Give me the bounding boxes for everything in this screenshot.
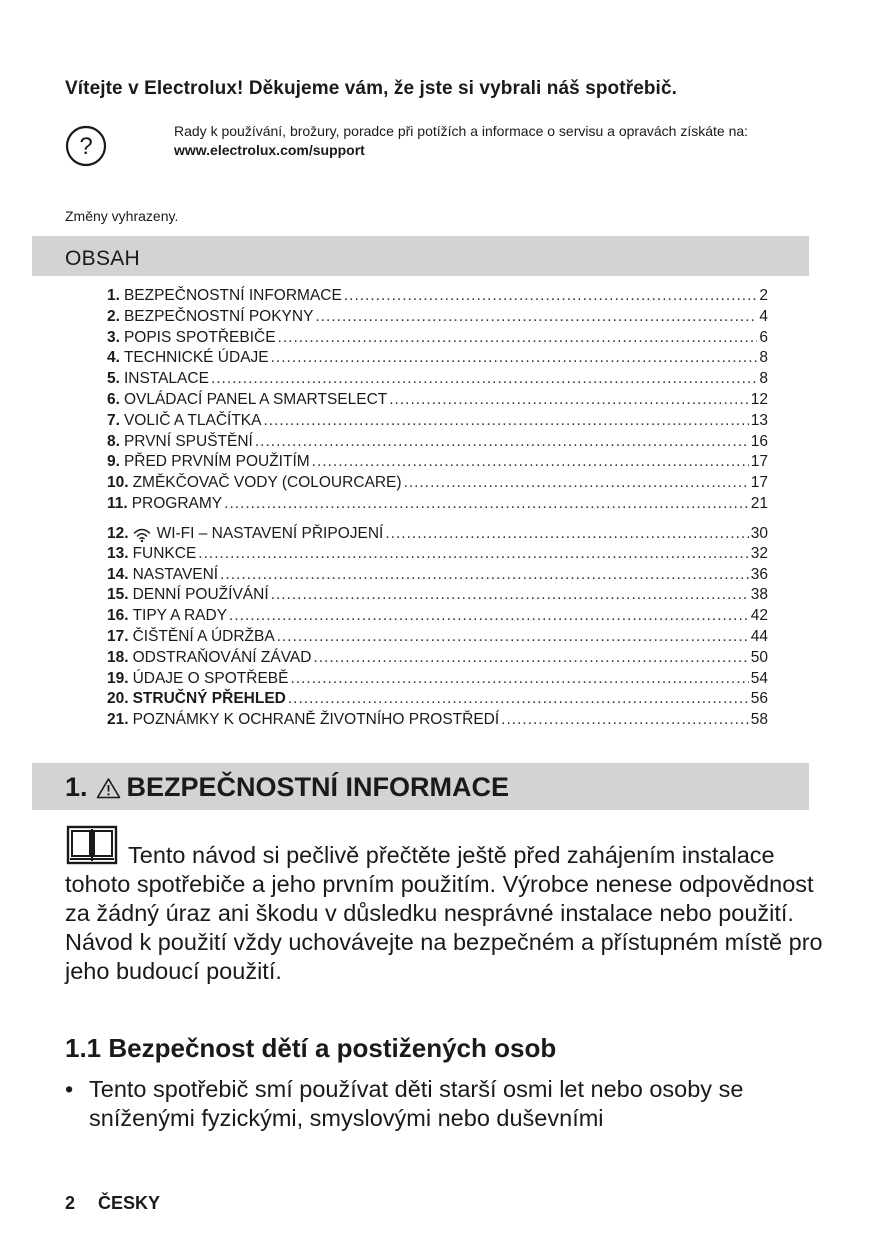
section-number: 1.	[65, 772, 88, 802]
support-text: Rady k používání, brožury, poradce při potížích a informace o servisu a opravách získáte na:	[174, 123, 749, 139]
page-number: 2	[65, 1193, 76, 1213]
toc-item[interactable]	[107, 566, 768, 587]
toc-item-number: 13.	[107, 544, 129, 562]
toc-item-number: 6.	[107, 390, 120, 408]
toc-leader-dots	[277, 628, 749, 646]
svg-text:?: ?	[79, 133, 93, 160]
toc-item[interactable]	[107, 391, 768, 412]
toc-item-page: 21	[750, 494, 768, 512]
toc-item-page: 17	[750, 453, 768, 471]
toc-item-label: TECHNICKÉ ÚDAJE	[123, 349, 269, 367]
toc-item-number: 3.	[107, 328, 120, 346]
toc-item[interactable]	[107, 690, 768, 711]
toc-item[interactable]	[107, 412, 768, 433]
toc-item[interactable]	[107, 545, 768, 566]
toc-item[interactable]	[107, 649, 768, 670]
toc-header-band	[32, 236, 809, 276]
toc-item[interactable]	[107, 329, 768, 350]
toc-item[interactable]	[107, 495, 768, 516]
toc-leader-dots	[264, 412, 749, 430]
toc-item-label: PŘED PRVNÍM POUŽITÍM	[123, 453, 310, 471]
toc-item-number: 12.	[107, 524, 129, 542]
toc-item-number: 9.	[107, 453, 120, 471]
footer-language: ČESKY	[98, 1193, 161, 1213]
toc-item-label: INSTALACE	[123, 370, 209, 388]
toc-item-page: 50	[750, 648, 768, 666]
toc-item-label: FUNKCE	[132, 544, 197, 562]
toc-item-page: 32	[750, 544, 768, 562]
toc-item-page: 44	[750, 627, 768, 645]
toc-title: OBSAH	[65, 247, 141, 270]
toc-leader-dots	[271, 349, 758, 367]
toc-item-page: 38	[750, 586, 768, 604]
toc-leader-dots	[224, 495, 749, 513]
toc-item[interactable]	[107, 711, 768, 732]
toc-item[interactable]	[107, 349, 768, 370]
toc-item[interactable]	[107, 670, 768, 691]
toc-item[interactable]	[107, 453, 768, 474]
toc-item-label: PROGRAMY	[131, 494, 223, 512]
toc-item-number: 5.	[107, 370, 120, 388]
toc-item[interactable]	[107, 433, 768, 454]
toc-item-number: 17.	[107, 627, 129, 645]
changes-reserved-note: Změny vyhrazeny.	[65, 208, 179, 224]
toc-leader-dots	[220, 566, 749, 584]
toc-item-number: 15.	[107, 586, 129, 604]
toc-item-label: VOLIČ A TLAČÍTKA	[123, 411, 262, 429]
toc-item-page: 13	[750, 411, 768, 429]
toc-item-label: ZMĚKČOVAČ VODY (COLOURCARE)	[132, 474, 402, 492]
toc-item-page: 58	[750, 711, 768, 729]
toc-item-label: DENNÍ POUŽÍVÁNÍ	[132, 586, 269, 604]
toc-item-number: 11.	[107, 494, 128, 512]
toc-item-page: 8	[759, 349, 768, 367]
bullet-dot: •	[65, 1076, 74, 1102]
toc-item-label: OVLÁDACÍ PANEL A SMARTSELECT	[123, 390, 388, 408]
subsection-heading: 1.1 Bezpečnost dětí a postižených osob	[65, 1033, 557, 1063]
toc-leader-dots	[344, 287, 758, 305]
toc-item-label: POZNÁMKY K OCHRANĚ ŽIVOTNÍHO PROSTŘEDÍ	[132, 711, 500, 729]
toc-item-page: 16	[750, 432, 768, 450]
toc-item[interactable]	[107, 607, 768, 628]
list-item	[65, 1075, 825, 1133]
toc-item-page: 54	[750, 669, 768, 687]
table-of-contents	[107, 287, 768, 732]
toc-item-page: 2	[759, 287, 768, 304]
toc-item-number: 21.	[107, 711, 129, 729]
toc-leader-dots	[229, 607, 749, 625]
toc-item-number: 1.	[107, 287, 120, 304]
toc-item[interactable]	[107, 370, 768, 391]
toc-item[interactable]	[107, 628, 768, 649]
toc-item-label: ČIŠTĚNÍ A ÚDRŽBA	[132, 627, 275, 645]
toc-item-page: 30	[750, 524, 768, 542]
toc-item-label: ODSTRAŇOVÁNÍ ZÁVAD	[132, 648, 312, 666]
toc-item-number: 16.	[107, 607, 129, 625]
toc-leader-dots	[271, 586, 749, 604]
toc-item-label: STRUČNÝ PŘEHLED	[132, 690, 286, 708]
toc-item-label: BEZPEČNOSTNÍ POKYNY	[123, 307, 314, 325]
toc-item-page: 17	[750, 474, 768, 492]
toc-leader-dots	[288, 690, 749, 708]
toc-item[interactable]	[107, 516, 768, 545]
toc-item-number: 2.	[107, 307, 120, 325]
toc-item[interactable]	[107, 586, 768, 607]
toc-item-number: 14.	[107, 565, 129, 583]
warning-triangle-icon	[96, 777, 121, 799]
section-header-band	[32, 763, 809, 810]
toc-leader-dots	[255, 433, 749, 451]
page-footer	[65, 1193, 160, 1214]
toc-leader-dots	[385, 525, 748, 543]
toc-item[interactable]	[107, 287, 768, 308]
toc-leader-dots	[313, 649, 748, 667]
toc-leader-dots	[312, 453, 749, 471]
toc-item-page: 56	[750, 690, 768, 708]
toc-item-number: 10.	[107, 474, 129, 492]
toc-item-label: WI-FI – NASTAVENÍ PŘIPOJENÍ	[156, 524, 384, 542]
toc-item-page: 6	[759, 328, 768, 346]
list-item-text: Tento spotřebič smí používat děti starší osmi let nebo osoby se sníženými fyzickými, smyslovými nebo duševními	[89, 1076, 744, 1131]
wifi-icon	[133, 527, 151, 543]
toc-item-label: NASTAVENÍ	[132, 565, 219, 583]
section-title-text: BEZPEČNOSTNÍ INFORMACE	[126, 772, 510, 802]
question-circle-icon	[65, 125, 107, 167]
toc-item-number: 18.	[107, 648, 129, 666]
toc-leader-dots	[315, 308, 757, 326]
toc-item-page: 36	[750, 565, 768, 583]
toc-item-number: 7.	[107, 411, 120, 429]
toc-item-number: 19.	[107, 669, 129, 687]
intro-paragraph: Tento návod si pečlivě přečtěte ještě před zahájením instalace tohoto spotřebiče a jeho prvním použitím. Výrobce nenese odpovědnost za žádný úraz ani škodu v důsledku nesprávné instalace nebo použití. Návod k použití vždy uchovávejte na bezpečném a přístupném místě pro jeho budoucí použití.	[65, 842, 823, 984]
toc-item[interactable]	[107, 308, 768, 329]
toc-item-label: TIPY A RADY	[132, 607, 228, 625]
toc-item-page: 4	[759, 307, 768, 325]
toc-item-label: POPIS SPOTŘEBIČE	[123, 328, 276, 346]
toc-leader-dots	[278, 329, 758, 347]
toc-item-page: 42	[750, 607, 768, 625]
support-url[interactable]: www.electrolux.com/support	[174, 142, 365, 158]
toc-item-label: PRVNÍ SPUŠTĚNÍ	[123, 432, 253, 450]
toc-item-label: BEZPEČNOSTNÍ INFORMACE	[123, 287, 342, 304]
toc-item-page: 8	[759, 370, 768, 388]
toc-leader-dots	[211, 370, 757, 388]
welcome-heading: Vítejte v Electrolux! Děkujeme vám, že jste si vybrali náš spotřebič.	[65, 78, 677, 99]
toc-leader-dots	[198, 545, 748, 563]
toc-leader-dots	[404, 474, 749, 492]
toc-item-number: 8.	[107, 432, 120, 450]
toc-item-page: 12	[750, 390, 768, 408]
toc-item-label: ÚDAJE O SPOTŘEBĚ	[132, 669, 289, 687]
section-title	[65, 772, 509, 803]
toc-item-number: 20.	[107, 690, 129, 708]
toc-leader-dots	[501, 711, 749, 729]
toc-leader-dots	[389, 391, 749, 409]
toc-leader-dots	[290, 670, 748, 688]
toc-item[interactable]	[107, 474, 768, 495]
support-info	[174, 122, 794, 160]
toc-item-number: 4.	[107, 349, 120, 367]
